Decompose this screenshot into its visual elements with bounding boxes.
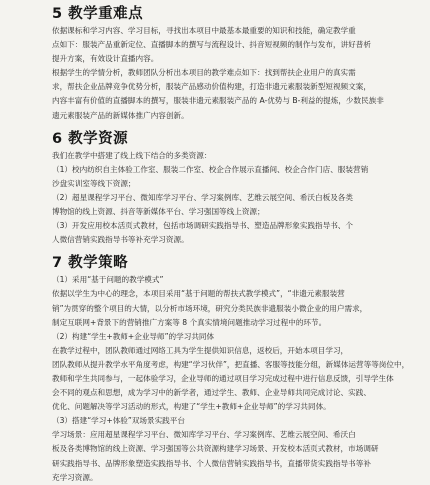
section-7-line: 学习场景：应用超星课程学习平台、微知库学习平台、学习案例库、艺维云展空间、希沃白 xyxy=(52,430,356,440)
section-7-line: 研实践指导书、品牌形象塑造实践指导书、个人微信营销实践指导书，直播带货实践指导书等补 xyxy=(52,458,371,468)
section-7-line: 充学习资源。 xyxy=(52,472,98,482)
section-7-line: 依据以学生为中心的理念，本项目采用“基于问题的帮扶式教学模式”，“非遗元素服装营 xyxy=(52,289,345,299)
section-6-line: 我们在教学中搭建了线上线下结合的多类资源： xyxy=(52,150,212,160)
section-7-heading: 7 教学策略 xyxy=(52,255,129,272)
section-7-line: 教师和学生共同参与，一起体验学习，企业导师的通过项目学习完成过程中进行信息反馈，引导学生体 xyxy=(52,373,394,383)
section-7-body xyxy=(52,273,410,484)
section-7-line: （3）搭建“学习+体验”双场景实践平台 xyxy=(52,416,185,426)
section-6-line: （2）超星课程学习平台、微知库学习平台、学习案例库、艺维云展空间、希沃白板及各类 xyxy=(52,192,353,202)
section-7-line: 在教学过程中，团队教师通过网络工具为学生提供知识信息，返校后，开始本项目学习， xyxy=(52,345,349,355)
section-5-line: 遗元素服装产品的新媒体推广内容创新。 xyxy=(52,110,189,120)
section-7-line: （2）构建“学生+教师+企业导师”的学习共同体 xyxy=(52,331,215,341)
section-7-line: （1）采用“基于问题的教学模式” xyxy=(52,275,164,285)
section-6-line: 沙盘实训室等线下资源； xyxy=(52,178,136,188)
section-7-line: 销”为贯穿的整个项目的大情，以分析市场环境，研究分类民族非遗服装小微企业的用户需求， xyxy=(52,303,368,313)
section-5-line: 依据课标和学习内容、学习目标，寻找出本项目中最基本最重要的知识和技能，确定教学重 xyxy=(52,26,356,35)
section-7-line: 团队教师从提升教学水平角度考虑，构建“学习伙伴”，把直播、客服等技能分组，新媒体运营等等岗位中， xyxy=(52,359,410,369)
section-7-line: 板及各类博物馆的线上资源、学习强国等公共资源构建学习场景、开发校本活页式教材，市场调研 xyxy=(52,444,379,454)
section-6-line: 博物馆的线上资源、抖音等新媒体平台、学习强国等线上资源； xyxy=(52,207,265,217)
section-6-line: 人微信营销实践指导书等补充学习资源。 xyxy=(52,235,189,245)
section-5-body xyxy=(52,24,410,123)
section-6-body xyxy=(52,149,410,248)
section-7-line: 优化、问题解决等学习活动的形式，构建了“学生+教师+企业导师”的学习共同体。 xyxy=(52,402,331,412)
section-6-heading: 6 教学资源 xyxy=(52,130,129,147)
section-5-line: 根据学生的学情分析，教师团队分析出本项目的教学难点如下：找到帮扶企业用户的真实需 xyxy=(52,68,356,78)
section-5-line: 求，帮扶企业品牌竞争优势分析，服装产品感动价值构建，打造非遗元素服装新型短视频文案， xyxy=(52,82,371,92)
section-7-line: 会不同的观点和思想，成为学习中的新学者，通过学生、教师、企业导师共同完成讨论、实践、 xyxy=(52,388,371,398)
section-5-line: 点如下：服装产品重新定位、直播脚本的撰写与流程设计、抖音短视频的制作与发布，讲好普析 xyxy=(52,40,371,50)
section-6-line: （1）校内纺织自主体验工作室、服装二作室、校企合作展示直播间、校企合作门店、服装营销 xyxy=(52,164,369,174)
section-6-line: （3）开发应用校本活页式教材，包括市场调研实践指导书、塑造品牌形象实践指导书、个 xyxy=(52,221,353,231)
section-5-heading: 5 教学重难点 xyxy=(52,6,144,22)
section-5-line: 内容丰富有价值的直播脚本的撰写，服装非遗元素服装产品的 A-优势与 B-利益的提炼，少数民族非 xyxy=(52,96,384,106)
section-7-line: 制定互联网+背景下的营销推广方案等 8 个真实情境问题推动学习过程中的环节。 xyxy=(52,317,327,327)
section-5-line: 提升方案，有效设计直播内容。 xyxy=(52,54,159,64)
